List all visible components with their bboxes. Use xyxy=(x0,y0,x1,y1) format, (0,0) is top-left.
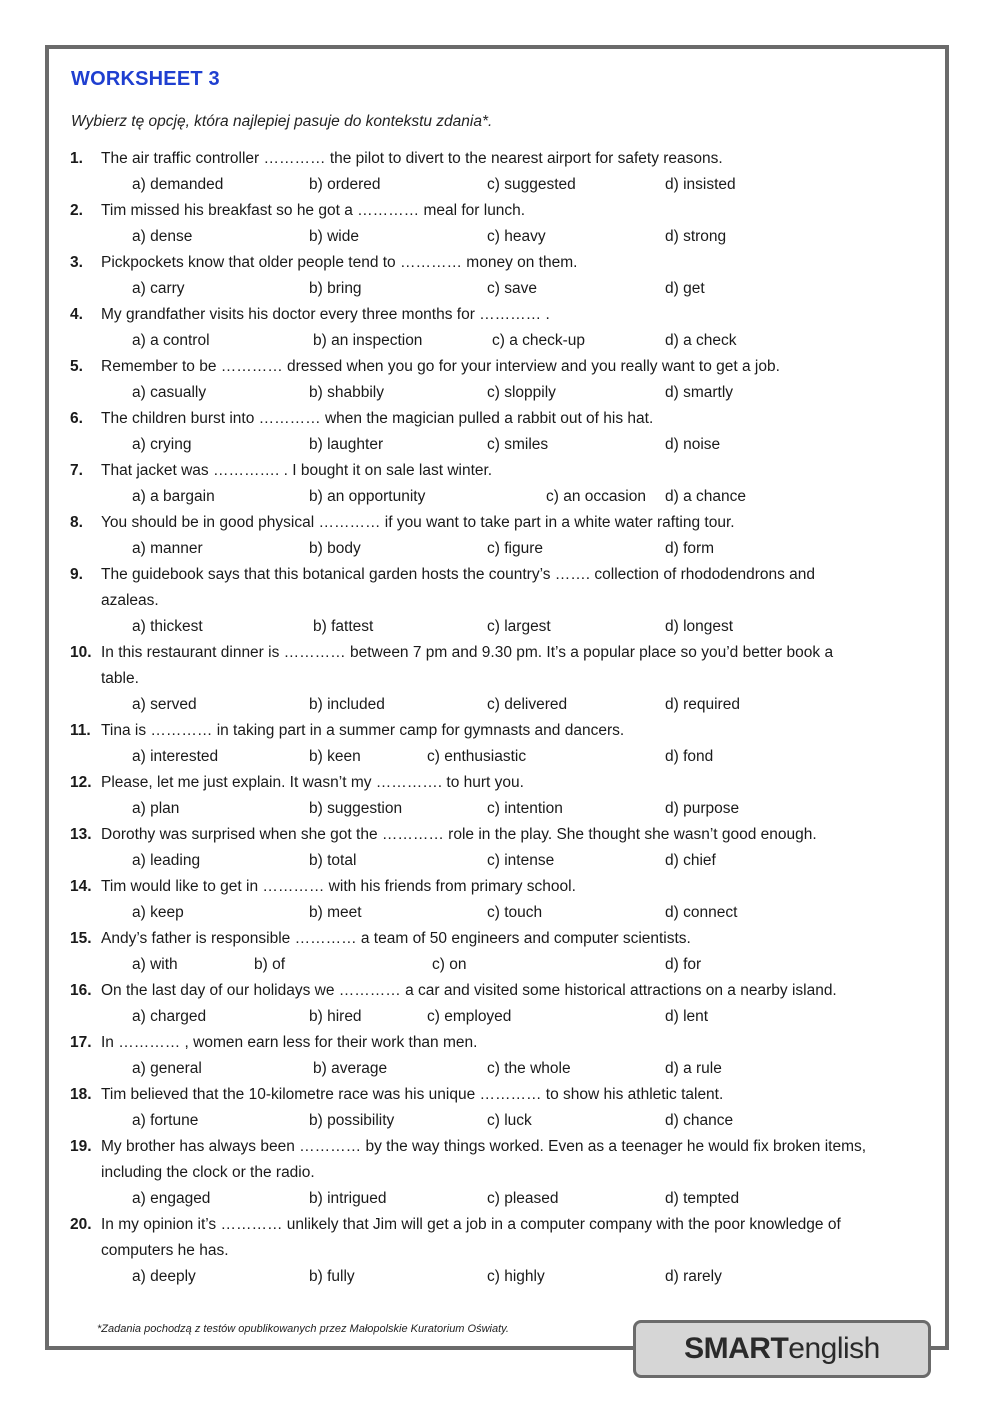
answer-option[interactable]: a) leading xyxy=(132,852,201,869)
question-text: The air traffic controller ………… the pilot to divert to the nearest airport for safety reasons. xyxy=(101,150,723,167)
answer-option[interactable]: d) lent xyxy=(665,1008,709,1025)
answer-option[interactable]: b) body xyxy=(309,540,361,557)
answer-option[interactable]: d) a chance xyxy=(665,488,746,505)
answer-option[interactable]: a) demanded xyxy=(132,176,224,193)
answer-option[interactable]: d) insisted xyxy=(665,176,736,193)
answer-option[interactable]: a) deeply xyxy=(132,1268,196,1285)
answer-option[interactable]: a) carry xyxy=(132,280,185,297)
answer-option[interactable]: b) laughter xyxy=(309,436,384,453)
answer-option[interactable]: a) general xyxy=(132,1060,202,1077)
answer-option[interactable]: c) luck xyxy=(487,1112,532,1129)
answer-option[interactable]: d) a rule xyxy=(665,1060,722,1077)
question-text: On the last day of our holidays we ………… a car and visited some historical attractions on a nearby island. xyxy=(101,982,837,999)
answer-option[interactable]: a) plan xyxy=(132,800,180,817)
answer-option[interactable]: a) keep xyxy=(132,904,184,921)
question-number: 16. xyxy=(70,982,92,999)
answer-option[interactable]: a) a bargain xyxy=(132,488,215,505)
question-number: 9. xyxy=(70,566,83,583)
answer-option[interactable]: d) rarely xyxy=(665,1268,722,1285)
answer-option[interactable]: c) delivered xyxy=(487,696,568,713)
question-number: 8. xyxy=(70,514,83,531)
question-number: 1. xyxy=(70,150,83,167)
answer-option[interactable]: b) of xyxy=(254,956,286,973)
answer-option[interactable]: b) hired xyxy=(309,1008,362,1025)
question-text: The guidebook says that this botanical garden hosts the country’s ……. collection of rhododendrons and xyxy=(101,566,816,583)
answer-option[interactable]: d) purpose xyxy=(665,800,740,817)
answer-option[interactable]: c) figure xyxy=(487,540,543,557)
answer-option[interactable]: a) engaged xyxy=(132,1190,211,1207)
answer-option[interactable]: d) form xyxy=(665,540,715,557)
answer-option[interactable]: b) keen xyxy=(309,748,361,765)
question-text: My brother has always been ………… by the way things worked. Even as a teenager he would fix broken items, xyxy=(101,1138,867,1155)
worksheet-title: WORKSHEET 3 xyxy=(71,68,220,90)
question-text: You should be in good physical ………… if you want to take part in a white water rafting tour. xyxy=(101,514,735,531)
question-text: Dorothy was surprised when she got the ………… role in the play. She thought she wasn’t good enough. xyxy=(101,826,817,843)
question-number: 14. xyxy=(70,878,92,895)
question-text: Remember to be ………… dressed when you go for your interview and you really want to get a job. xyxy=(101,358,780,375)
question-text: Please, let me just explain. It wasn’t my …………. to hurt you. xyxy=(101,774,524,791)
answer-option[interactable]: b) suggestion xyxy=(309,800,403,817)
answer-option[interactable]: b) bring xyxy=(309,280,362,297)
answer-option[interactable]: c) touch xyxy=(487,904,543,921)
answer-option[interactable]: b) average xyxy=(313,1060,388,1077)
answer-option[interactable]: c) save xyxy=(487,280,537,297)
answer-option[interactable]: c) a check-up xyxy=(492,332,586,349)
answer-option[interactable]: c) on xyxy=(432,956,467,973)
answer-option[interactable]: b) wide xyxy=(309,228,359,245)
answer-option[interactable]: c) employed xyxy=(427,1008,512,1025)
question-number: 17. xyxy=(70,1034,92,1051)
answer-option[interactable]: a) crying xyxy=(132,436,192,453)
answer-option[interactable]: b) included xyxy=(309,696,385,713)
answer-option[interactable]: b) shabbily xyxy=(309,384,384,401)
answer-option[interactable]: d) connect xyxy=(665,904,738,921)
answer-option[interactable]: a) fortune xyxy=(132,1112,199,1129)
question-text: azaleas. xyxy=(101,592,159,609)
answer-option[interactable]: b) ordered xyxy=(309,176,381,193)
answer-option[interactable]: a) with xyxy=(132,956,178,973)
question-number: 18. xyxy=(70,1086,92,1103)
instruction-text: Wybierz tę opcję, która najlepiej pasuje do kontekstu zdania*. xyxy=(71,113,493,130)
question-number: 2. xyxy=(70,202,83,219)
answer-option[interactable]: a) thickest xyxy=(132,618,203,635)
answer-option[interactable]: b) fully xyxy=(309,1268,355,1285)
answer-option[interactable]: a) manner xyxy=(132,540,203,557)
answer-option[interactable]: d) longest xyxy=(665,618,734,635)
question-text: In ………… , women earn less for their work than men. xyxy=(101,1034,478,1051)
question-number: 3. xyxy=(70,254,83,271)
answer-option[interactable]: c) smiles xyxy=(487,436,549,453)
answer-option[interactable]: d) a check xyxy=(665,332,737,349)
question-number: 20. xyxy=(70,1216,92,1233)
answer-option[interactable]: c) an occasion xyxy=(546,488,646,505)
footnote: *Zadania pochodzą z testów opublikowanych przez Małopolskie Kuratorium Oświaty. xyxy=(97,1323,509,1335)
answer-option[interactable]: b) fattest xyxy=(313,618,374,635)
answer-option[interactable]: b) total xyxy=(309,852,357,869)
answer-option[interactable]: c) sloppily xyxy=(487,384,556,401)
question-number: 10. xyxy=(70,644,92,661)
answer-option[interactable]: a) a control xyxy=(132,332,210,349)
answer-option[interactable]: d) fond xyxy=(665,748,714,765)
answer-option[interactable]: c) intense xyxy=(487,852,555,869)
question-text: Tim missed his breakfast so he got a ………… meal for lunch. xyxy=(101,202,526,219)
answer-option[interactable]: a) casually xyxy=(132,384,207,401)
answer-option[interactable]: c) suggested xyxy=(487,176,576,193)
answer-option[interactable]: a) served xyxy=(132,696,197,713)
question-number: 19. xyxy=(70,1138,92,1155)
answer-option[interactable]: b) intrigued xyxy=(309,1190,387,1207)
question-number: 11. xyxy=(70,722,91,739)
answer-option[interactable]: d) smartly xyxy=(665,384,734,401)
answer-option[interactable]: b) meet xyxy=(309,904,362,921)
answer-option[interactable]: d) for xyxy=(665,956,702,973)
answer-option[interactable]: d) tempted xyxy=(665,1190,740,1207)
question-text: computers he has. xyxy=(101,1242,229,1259)
answer-option[interactable]: c) intention xyxy=(487,800,563,817)
answer-option[interactable]: c) largest xyxy=(487,618,551,635)
answer-option[interactable]: d) chief xyxy=(665,852,716,869)
answer-option[interactable]: b) possibility xyxy=(309,1112,395,1129)
question-text: In my opinion it’s ………… unlikely that Jim will get a job in a computer company with the poor knowledge of xyxy=(101,1216,841,1233)
question-text: including the clock or the radio. xyxy=(101,1164,315,1181)
answer-option[interactable]: d) get xyxy=(665,280,705,297)
question-text: Tina is ………… in taking part in a summer camp for gymnasts and dancers. xyxy=(101,722,625,739)
answer-option[interactable]: c) highly xyxy=(487,1268,545,1285)
answer-option[interactable]: d) strong xyxy=(665,228,727,245)
answer-option[interactable]: a) interested xyxy=(132,748,219,765)
question-number: 7. xyxy=(70,462,83,479)
answer-option[interactable]: c) enthusiastic xyxy=(427,748,527,765)
answer-option[interactable]: a) charged xyxy=(132,1008,207,1025)
answer-option[interactable]: b) an inspection xyxy=(313,332,423,349)
question-number: 4. xyxy=(70,306,83,323)
answer-option[interactable]: b) an opportunity xyxy=(309,488,426,505)
answer-option[interactable]: d) chance xyxy=(665,1112,734,1129)
question-text: Pickpockets know that older people tend to ………… money on them. xyxy=(101,254,578,271)
answer-option[interactable]: d) required xyxy=(665,696,740,713)
question-text: In this restaurant dinner is ………… between 7 pm and 9.30 pm. It’s a popular place so you’d better book a xyxy=(101,644,834,661)
question-text: Andy’s father is responsible ………… a team of 50 engineers and computer scientists. xyxy=(101,930,691,947)
question-text: That jacket was …………. . I bought it on sale last winter. xyxy=(101,462,493,479)
question-text: Tim believed that the 10-kilometre race was his unique ………… to show his athletic talent. xyxy=(101,1086,724,1103)
answer-option[interactable]: a) dense xyxy=(132,228,193,245)
question-number: 13. xyxy=(70,826,92,843)
answer-option[interactable]: c) pleased xyxy=(487,1190,559,1207)
question-text: table. xyxy=(101,670,139,687)
question-text: Tim would like to get in ………… with his friends from primary school. xyxy=(101,878,576,895)
answer-option[interactable]: c) the whole xyxy=(487,1060,571,1077)
smartenglish-logo xyxy=(633,1320,931,1378)
question-text: My grandfather visits his doctor every three months for ………… . xyxy=(101,306,550,323)
question-text: The children burst into ………… when the magician pulled a rabbit out of his hat. xyxy=(101,410,654,427)
question-number: 15. xyxy=(70,930,92,947)
logo-text: SMARTenglish xyxy=(684,1332,880,1365)
question-number: 6. xyxy=(70,410,83,427)
answer-option[interactable]: d) noise xyxy=(665,436,721,453)
question-number: 12. xyxy=(70,774,92,791)
answer-option[interactable]: c) heavy xyxy=(487,228,546,245)
question-number: 5. xyxy=(70,358,83,375)
